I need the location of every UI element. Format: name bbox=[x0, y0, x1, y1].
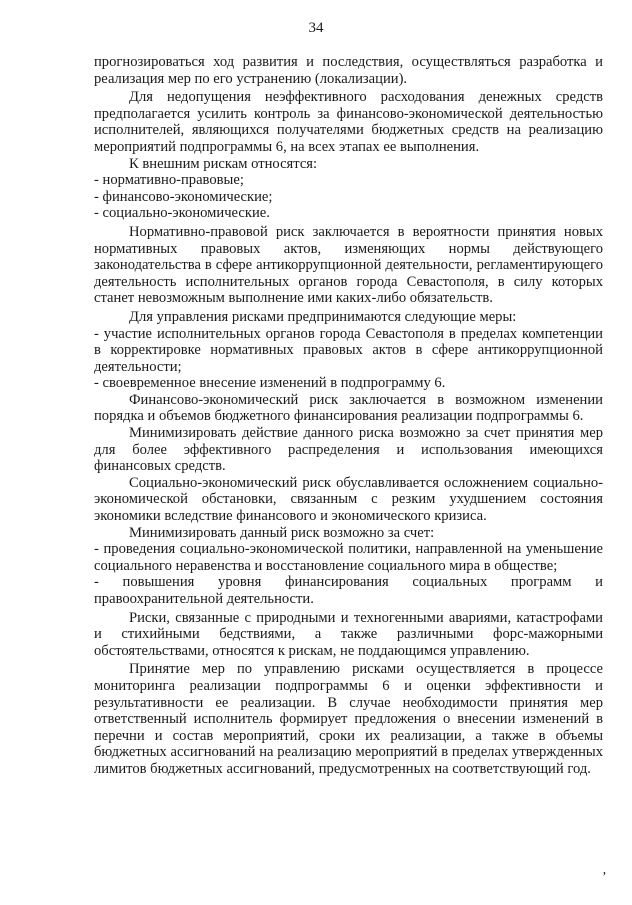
paragraph: Для управления рисками предпринимаются следующие меры: bbox=[129, 308, 517, 325]
paragraph: Нормативно-правовой риск заключается в вероятности принятия новых нормативных правовых актов, изменяющих нормы действующего законодательства в сфере антикоррупционной деятельности, регламентирующего деятельность исполнительных органов города Севастополя, в силу которых станет невозможным выполнение ими каких-либо обязательств. bbox=[94, 223, 603, 307]
paragraph: К внешним рискам относятся: bbox=[129, 155, 318, 172]
paragraph: Финансово-экономический риск заключается в возможном изменении порядка и объемов бюджетного финансирования реализации подпрограммы 6. bbox=[94, 391, 603, 425]
paragraph: Минимизировать действие данного риска возможно за счет принятия мер для более эффективного распределения и использования имеющихся финансовых средств. bbox=[94, 425, 603, 475]
list-item: - проведения социально-экономической политики, направленной на уменьшение социального неравенства и восстановление социального мира в обществе; bbox=[94, 541, 603, 574]
list-item: - нормативно-правовые; bbox=[94, 172, 244, 189]
paragraph: Принятие мер по управлению рисками осуществляется в процессе мониторинга реализации подпрограммы 6 и оценки эффективности и результативности ее реализации. В случае необходимости принятия мер ответственный исполнитель формирует предложения о внесении изменений в перечни и состав мероприятий, сроки их реализации, а также в объемы бюджетных ассигнований на реализацию мероприятий в пределах утвержденных лимитов бюджетных ассигнований, предусмотренных на соответствующий год. bbox=[94, 661, 603, 777]
page-number: 34 bbox=[308, 20, 324, 36]
list-item: - участие исполнительных органов города Севастополя в пределах компетенции в корректировке нормативных правовых актов в сфере антикоррупционной деятельности; bbox=[94, 325, 603, 375]
document-body bbox=[94, 54, 603, 778]
list-item: - повышения уровня финансирования социальных программ и правоохранительной деятельности. bbox=[94, 574, 603, 607]
paragraph: Риски, связанные с природными и техногенными авариями, катастрофами и стихийными бедствиями, а также различными форс-мажорными обстоятельствами, относятся к рискам, не поддающимся управлению. bbox=[94, 609, 603, 659]
list-item: - своевременное внесение изменений в подпрограмму 6. bbox=[94, 375, 446, 392]
paragraph: Минимизировать данный риск возможно за счет: bbox=[129, 524, 435, 541]
paragraph: прогнозироваться ход развития и последствия, осуществляться разработка и реализация мер по его устранению (локализации). bbox=[94, 54, 603, 87]
list-item: - финансово-экономические; bbox=[94, 188, 273, 205]
scan-mark: ’ bbox=[602, 870, 607, 885]
paragraph: Социально-экономический риск обуславливается осложнением социально-экономической обстановки, связанным с резким ухудшением состояния экономики вследствие финансового и экономического кризиса. bbox=[94, 474, 603, 525]
paragraph: Для недопущения неэффективного расходования денежных средств предполагается усилить контроль за финансово-экономической деятельностью исполнителей, являющихся получателями бюджетных средств на реализацию мероприятий подпрограммы 6, на всех этапах ее выполнения. bbox=[94, 89, 603, 155]
list-item: - социально-экономические. bbox=[94, 205, 270, 222]
